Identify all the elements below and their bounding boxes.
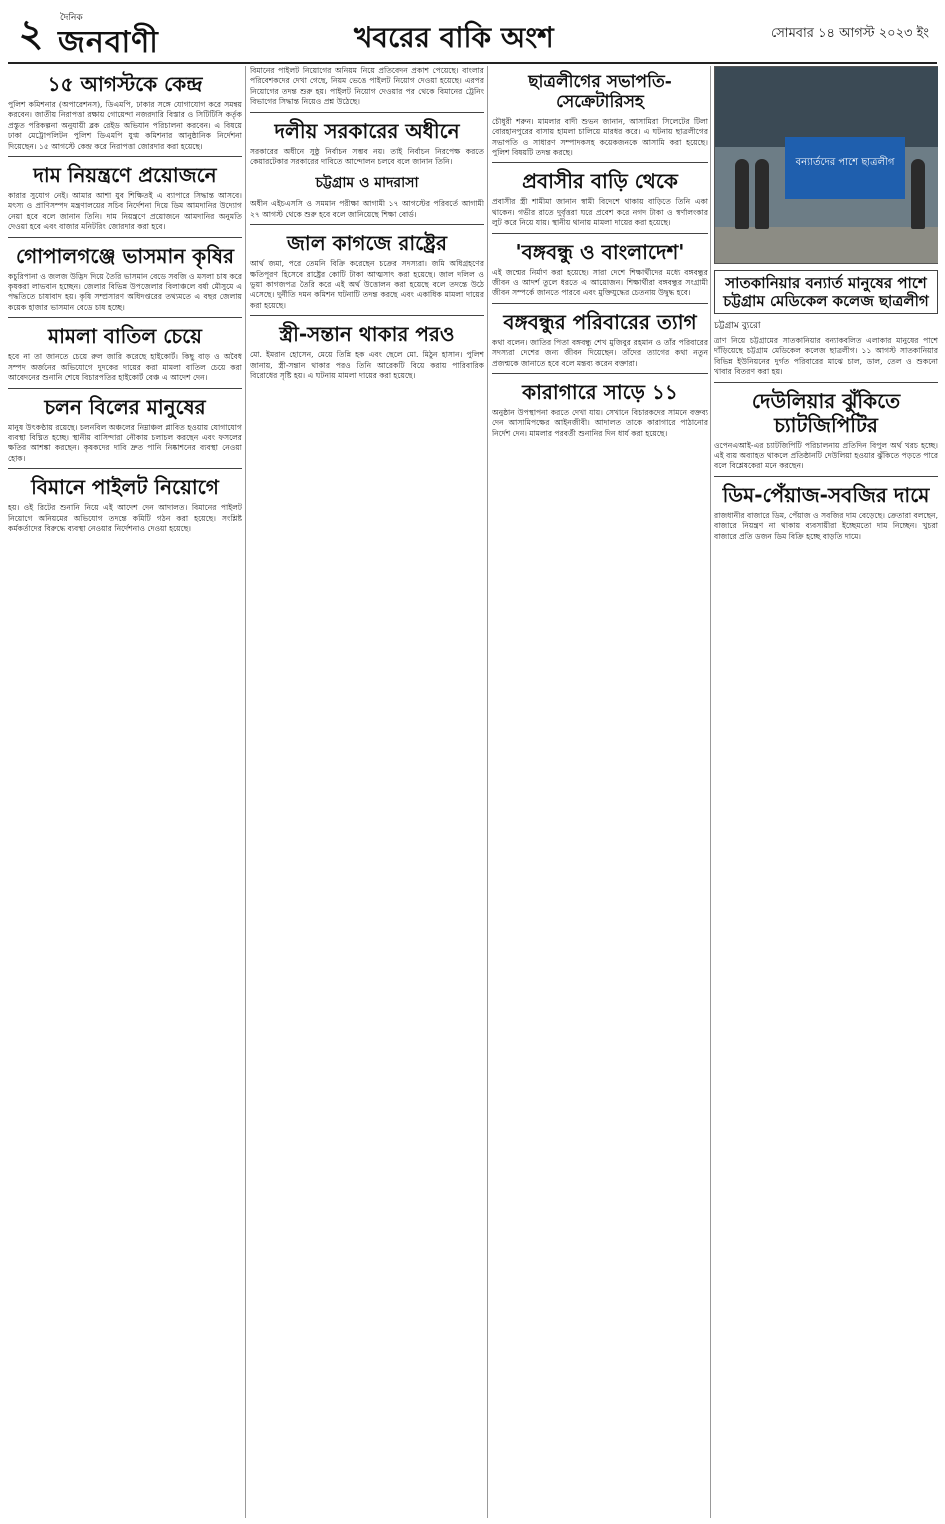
divider (8, 156, 242, 157)
masthead (8, 10, 937, 64)
article-body: হবে না তা জানতে চেয়ে রুল জারি করেছে হাইকোর্ট। কিছু বাড় ও অবৈধ সম্পদ অর্জনের অভিযোগে দুদকের দায়ের করা মামলা বাতিল চেয়ে করা আবেদনের শুনানি শেষে বিচারপতির হাইকোর্ট বেঞ্চ এ আদেশ দেন। (8, 352, 242, 383)
article-byline: চট্টগ্রাম ব্যুরো (714, 321, 761, 331)
divider (8, 468, 242, 469)
article-body: পুলিশ কমিশনার (অপারেশনস), ডিএমপি, ঢাকার সঙ্গে যোগাযোগ করে সমন্বয় করবেন। জাতীয় নিরাপত্তা রক্ষায় গোয়েন্দা নজরদারি বিস্তার ও সিটিটিসি কর্তৃক প্রস্তুত পরিকল্পনা অনুযায়ী ব্লক রেইড অভিযান পরিচালনা করবেন। এ বিষয়ে ঢাকা মেট্রোপলিটন পুলিশ ডিএমপি যুগ্ম কমিশনার আনুষ্ঠানিক নির্দেশনা দিয়েছেন। ১৫ আগস্টে কেন্দ্র করে নিরাপত্তা জোরদার করা হয়েছে। (8, 100, 242, 151)
article-headline: সাতকানিয়ার বন্যার্ত মানুষের পাশে চট্টগ্রাম মেডিকেল কলেজ ছাত্রলীগ (714, 270, 938, 314)
article-headline: দলীয় সরকারের অধীনে (274, 118, 460, 143)
article-body: বিমানের পাইলট নিয়োগের অনিয়ম নিয়ে প্রতিবেদন প্রকাশ পেয়েছে। বাংলার পরিবেশকদের দেখা গেছে, নিয়ম ভেঙে পাইলট নিয়োগ দেওয়া হয়েছে। এরপর নিয়োগের তদন্ত শুরু হয়। পাইলট নিয়োগ দেওয়ার পর থেকে বিমানের ট্রেনিং বিভাগের সিদ্ধান্ত নিয়েও প্রশ্ন উঠেছে। (250, 66, 484, 107)
photo-banner: বন্যার্তদের পাশে ছাত্রলীগ (785, 137, 905, 199)
news-photo (714, 66, 938, 264)
section-title: খবরের বাকি অংশ (354, 21, 554, 54)
column-3 (492, 66, 708, 1518)
page-number: ২ (18, 10, 44, 55)
article-headline: চলন বিলের মানুষের (44, 394, 206, 419)
article-body: প্রবাসীর স্ত্রী শামীমা জানান স্বামী বিদেশে থাকায় বাড়িতে তিনি একা থাকেন। গভীর রাতে দুর্বৃত্তরা ঘরে প্রবেশ করে নগদ টাকা ও স্বর্ণালংকার লুট করে নিয়ে যায়। স্থানীয় থানায় মামলা দায়ের করা হয়েছে। (492, 197, 708, 228)
divider (8, 237, 242, 238)
logo-text: জনবাণী (58, 25, 159, 60)
article-headline: বঙ্গবন্ধুর পরিবারের ত্যাগ (503, 309, 697, 334)
article-body: আর্থ জমা, পরে তেমনি বিক্রি করেছেন চক্রের সদস্যরা। জমি অধিগ্রহণের ক্ষতিপূরণ হিসেবে রাষ্ট্রের কোটি টাকা আত্মসাৎ করা হয়েছে। জাল দলিল ও ভুয়া কাগজপত্র তৈরি করে এই অর্থ উত্তোলন করা হয়েছে বলে তদন্তে উঠে এসেছে। দুর্নীতি দমন কমিশন ঘটনাটি তদন্ত করছে এবং একাধিক মামলা দায়ের করা হয়েছে। (250, 259, 484, 310)
article-headline: ডিম-পেঁয়াজ-সবজির দামে (722, 482, 930, 507)
article-body: এই জন্মের নির্মাণ করা হয়েছে। সারা দেশে শিক্ষার্থীদের মধ্যে বঙ্গবন্ধুর জীবন ও আদর্শ তুলে ধরতে এ আয়োজন। শিক্ষার্থীরা বঙ্গবন্ধুর সংগ্রামী জীবন সম্পর্কে জানতে পারবে এবং মুক্তিযুদ্ধের চেতনায় উদ্বুদ্ধ হবে। (492, 267, 708, 298)
article-body: অনুষ্ঠান উপস্থাপনা করতে দেখা যায়। সেখানে বিচারকদের সামনে বক্তব্য দেন আসামিপক্ষের আইনজীবী। আদালত তাকে কারাগারে পাঠানোর নির্দেশ দেন। মামলার পরবর্তী শুনানির দিন ধার্য করা হয়েছে। (492, 408, 708, 438)
article-body: কচুরিপানা ও জলজ উদ্ভিদ দিয়ে তৈরি ভাসমান বেডে সবজি ও মসলা চাষ করে কৃষকরা লাভবান হচ্ছেন। জেলার বিভিন্ন উপজেলার বিলাঞ্চলে বর্ষা মৌসুমে এ পদ্ধতিতে চাষাবাদ হয়। কৃষি সম্প্রসারণ অধিদপ্তরের তথ্যমতে এ বছর জেলায় কয়েক হাজার ভাসমান বেডে চাষ হচ্ছে। (8, 271, 242, 312)
column-divider (487, 66, 488, 1518)
article-body: ওপেনএআই-এর চ্যাটজিপিটি পরিচালনায় প্রতিদিন বিপুল অর্থ খরচ হচ্ছে। এই ব্যয় অব্যাহত থাকলে প্রতিষ্ঠানটি দেউলিয়া হওয়ার ঝুঁকিতে পড়তে পারে বলে বিশ্লেষকেরা মনে করছেন। (714, 440, 938, 471)
article-body: মো. ইমরান হোসেন, মেয়ে তিন্নি হক এবং ছেলে মো. মিঠুন হাসান। পুলিশ জানায়, স্ত্রী-সন্তান থাকার পরও তিনি আরেকটি বিয়ে করায় পারিবারিক বিরোধের সৃষ্টি হয়। এ ঘটনায় মামলা দায়ের করা হয়েছে। (250, 350, 484, 381)
article-body: কথা বলেন। জাতির পিতা বঙ্গবন্ধু শেখ মুজিবুর রহমান ও তাঁর পরিবারের সদস্যরা দেশের জন্য জীবন দিয়েছেন। তাঁদের ত্যাগের কথা নতুন প্রজন্মকে জানাতে হবে বলে মন্তব্য করেন বক্তারা। (492, 337, 708, 368)
column-divider (710, 66, 711, 1518)
column-4 (714, 66, 938, 1518)
divider (250, 315, 484, 316)
article-headline: মামলা বাতিল চেয়ে (48, 324, 202, 349)
article-body: মানুষ উৎকণ্ঠায় রয়েছে। চলনবিল অঞ্চলের নিম্নাঞ্চল প্লাবিত হওয়ায় যোগাযোগ ব্যবস্থা বিঘ্নিত হচ্ছে। স্থানীয় বাসিন্দারা নৌকায় চলাচল করছেন এবং ফসলের ক্ষতির আশঙ্কা করছেন। কৃষকদের দাবি দ্রুত পানি নিষ্কাশনের ব্যবস্থা নেওয়া হোক। (8, 422, 242, 463)
article-body: ত্রাণ নিয়ে চট্টগ্রামের সাতকানিয়ার বন্যাকবলিত এলাকার মানুষের পাশে দাঁড়িয়েছে চট্টগ্রাম মেডিকেল কলেজ ছাত্রলীগ। ১১ আগস্ট সাতকানিয়ার বিভিন্ন ইউনিয়নের দুর্গত পরিবারের মাঝে চাল, ডাল, তেল ও শুকনো খাবার বিতরণ করা হয়। (714, 336, 938, 377)
article-body: অধীন এইচএসসি ও সমমান পরীক্ষা আগামী ১৭ আগস্টের পরিবর্তে আগামী ২৭ আগস্ট থেকে শুরু হবে বলে জানিয়েছে শিক্ষা বোর্ড। (250, 199, 484, 219)
divider (8, 388, 242, 389)
divider (492, 233, 708, 234)
article-headline: দাম নিয়ন্ত্রণে প্রয়োজনে (33, 163, 217, 188)
newspaper-logo (58, 10, 178, 60)
article-headline: কারাগারে সাড়ে ১১ (522, 380, 678, 405)
article-headline: দেউলিয়ার ঝুঁকিতে চ্যাটজিপিটির (751, 388, 901, 437)
column-divider (245, 66, 246, 1518)
article-headline: প্রবাসীর বাড়ি থেকে (522, 169, 678, 194)
divider (492, 373, 708, 374)
logo-small-text: দৈনিক (60, 13, 83, 23)
divider (8, 317, 242, 318)
divider (250, 112, 484, 113)
article-body: সরকারের অধীনে সুষ্ঠু নির্বাচন সম্ভব নয়। তাই নির্বাচন নিরপেক্ষ করতে কেয়ারটেকার সরকারের দাবিতে আন্দোলন চলবে বলে জানান তিনি। (250, 146, 484, 167)
article-body: কারার সুযোগ নেই। আমার আশা যুব শিক্ষিতই এ ব্যাপারে সিদ্ধান্ত আসবে। মৎস্য ও প্রাণিসম্পদ মন্ত্রণালয়ের সচিব নির্দেশনা দিয়ে ডিম আমদানির উদ্যোগ নেয়া হবে বলে জানান তিনি। দাম নিয়ন্ত্রণে প্রয়োজনে আমদানির অনুমতি দেওয়া হবে এবং বাজার মনিটরিং জোরদার করা হবে। (8, 191, 242, 232)
article-subheadline: চট্টগ্রাম ও মাদরাসা (315, 175, 419, 192)
divider (492, 162, 708, 163)
article-headline: বিমানে পাইলট নিয়োগে (31, 475, 219, 500)
article-headline: ১৫ আগস্টকে কেন্দ্র (47, 72, 203, 96)
dateline: সোমবার ১৪ আগস্ট ২০২৩ ইং (770, 26, 929, 41)
article-headline: স্ত্রী-সন্তান থাকার পরও (279, 322, 455, 347)
divider (250, 224, 484, 225)
column-2 (250, 66, 484, 1518)
article-headline: 'বঙ্গবন্ধু ও বাংলাদেশ' (515, 239, 685, 264)
article-body: হয়। ওই রিটের শুনানি নিয়ে এই আদেশ দেন আদালত। বিমানের পাইলট নিয়োগে অনিয়মের অভিযোগ তদন্তে কমিটি গঠন করা হয়েছে। সংশ্লিষ্ট কর্মকর্তাদের বিরুদ্ধে ব্যবস্থা নেওয়ার নির্দেশনাও দেওয়া হয়েছে। (8, 503, 242, 533)
divider (714, 476, 938, 477)
article-headline: জাল কাগজে রাষ্ট্রের (287, 231, 447, 256)
article-body: চৌধুরী শরুন। মামলার বাদী শুভন জানান, আসামিরা সিলেটের টিলা বোরহানপুরের বাসায় হামলা চালিয়ে মারধর করে। এ ঘটনায় ছাত্রলীগের সভাপতি ও সাধারণ সম্পাদকসহ কয়েকজনকে আসামি করা হয়েছে। পুলিশ বিষয়টি তদন্ত করছে। (492, 116, 708, 157)
divider (714, 382, 938, 383)
article-headline: ছাত্রলীগের সভাপতি-সেক্রেটারিসহ (528, 72, 672, 113)
article-body: রাজধানীর বাজারে ডিম, পেঁয়াজ ও সবজির দাম বেড়েছে। ক্রেতারা বলছেন, বাজারে নিয়ন্ত্রণ না থাকায় ব্যবসায়ীরা ইচ্ছেমতো দাম নিচ্ছেন। খুচরা বাজারে প্রতি ডজন ডিম বিক্রি হচ্ছে বাড়তি দামে। (714, 510, 938, 541)
divider (492, 303, 708, 304)
column-1 (8, 66, 242, 1518)
article-headline: গোপালগঞ্জে ভাসমান কৃষির (16, 243, 234, 268)
